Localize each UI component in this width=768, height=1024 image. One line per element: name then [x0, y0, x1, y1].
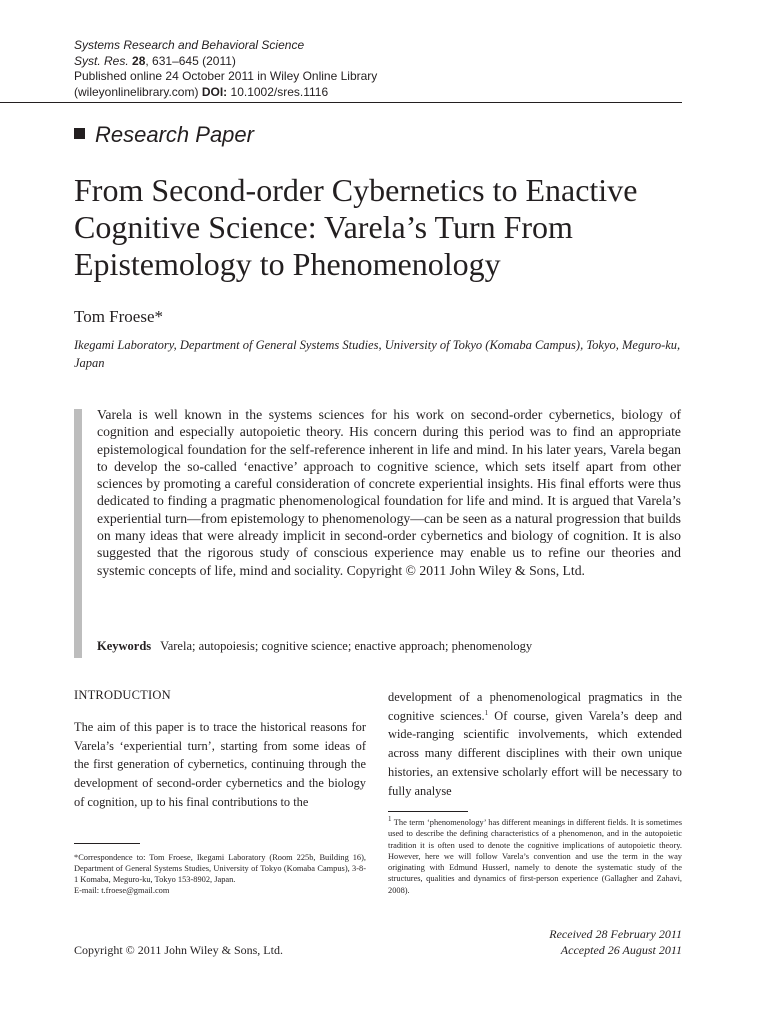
footer-dates — [470, 926, 682, 958]
intro-paragraph: The aim of this paper is to trace the historical reasons for Varela’s ‘experiential turn’, starting from some ideas of the first generation of cybernetics, continuing through the development of second-order cybernetics and the biology of cognition, up to his final contributions to the — [74, 720, 366, 809]
site-link[interactable]: (wileyonlinelibrary.com) — [74, 84, 199, 99]
doi-line — [74, 85, 694, 101]
section-label-text: Research Paper — [95, 122, 254, 147]
correspondence-footnote — [74, 852, 366, 896]
paper-title: From Second-order Cybernetics to Enactive Cognitive Science: Varela’s Turn From Epistemology to Phenomenology — [74, 172, 638, 282]
left-column — [74, 687, 366, 812]
author-affiliation: Ikegami Laboratory, Department of General Systems Studies, University of Tokyo (Komaba Campus), Tokyo, Meguro-ku, Japan — [74, 338, 681, 370]
correspondence-email[interactable]: E-mail: t.froese@gmail.com — [74, 886, 170, 895]
doi-label: DOI: — [201, 84, 228, 99]
citation-pages: , 631–645 (2011) — [145, 53, 236, 68]
right-text-part1: development of a phenomenological pragmatics in the cognitive sciences. — [388, 690, 682, 723]
received-date: Received 28 February 2011 — [549, 927, 682, 941]
footnote-rule-left — [74, 843, 140, 844]
author-name: Tom Froese* — [74, 307, 163, 326]
abstract-text: Varela is well known in the systems sciences for his work on second-order cybernetics, biology of cognition and especially autopoietic theory. His concern during this period was to find an appropriate epistemological foundation for the self-reference inherent in life and mind. In his later years, Varela began to develop the so-called ‘enactive’ approach to cognitive science, which sets itself apart from other sciences by promoting a careful consideration of concrete experiential insights. His final efforts were thus dedicated to finding a pragmatic phenomenological foundation for life and mind. It is argued that Varela’s experiential turn—from epistemology to phenomenology—can be seen as a natural progression that builds on many ideas that were already implicit in second-order cybernetics and biology of cognition. It is also suggested that the rigorous study of conscious experience may enable us to refine our theories and systemic concepts of life, mind and sociality. Copyright © 2011 John Wiley & Sons, Ltd. — [97, 407, 681, 578]
journal-masthead — [74, 38, 694, 100]
footnote-rule-right — [388, 811, 468, 812]
accepted-date: Accepted 26 August 2011 — [560, 943, 682, 957]
footnote-1 — [388, 817, 682, 896]
header-rule — [0, 102, 682, 103]
footnote-1-text: The term ‘phenomenology’ has different meanings in different fields. It is sometimes used to describe the defining characteristics of a phenomenon, and in the autopoietic tradition it is often used to denote the cognitive implications of autopoietic theory. However, here we will follow Varela’s convention and use the term in the way originating with Edmund Husserl, namely to denote the systematic study of the structures, qualities and dynamics of first-person experience (Gallagher and Zahavi, 2008). — [388, 818, 682, 895]
footnote-ref-1[interactable]: 1 — [484, 708, 489, 717]
journal-citation — [74, 54, 694, 70]
right-text-part2: Of course, given Varela’s deep and wide-ranging scientific involvements, which extended across many different disciplines with their own unique histories, an extensive scholarly effort will be necessary to fully analyse — [388, 708, 682, 798]
journal-name: Systems Research and Behavioral Science — [74, 38, 305, 52]
footer-copyright: Copyright © 2011 John Wiley & Sons, Ltd. — [74, 943, 283, 957]
keywords — [97, 637, 687, 655]
correspondence-text: *Correspondence to: Tom Froese, Ikegami Laboratory (Room 225b, Building 16), Department of General Systems Studies, University of Tokyo (Komaba Campus), 3-8-1 Komaba, Meguro-ku, Tokyo 153-8902, Japan. — [74, 853, 366, 884]
square-bullet-icon — [74, 128, 85, 139]
keywords-text: Varela; autopoiesis; cognitive science; enactive approach; phenomenology — [160, 639, 533, 653]
section-heading-introduction: INTRODUCTION — [74, 688, 171, 702]
published-online: Published online 24 October 2011 in Wiley Online Library — [74, 69, 378, 84]
keywords-label: Keywords — [97, 639, 152, 653]
doi-link[interactable]: 10.1002/sres.1116 — [230, 84, 329, 99]
abstract-side-bar — [74, 409, 82, 658]
footnote-1-marker: 1 — [388, 815, 392, 824]
right-column — [388, 688, 682, 800]
section-label — [74, 122, 254, 148]
citation-volume: 28 — [132, 53, 146, 68]
citation-abbrev: Syst. Res. — [74, 53, 129, 68]
